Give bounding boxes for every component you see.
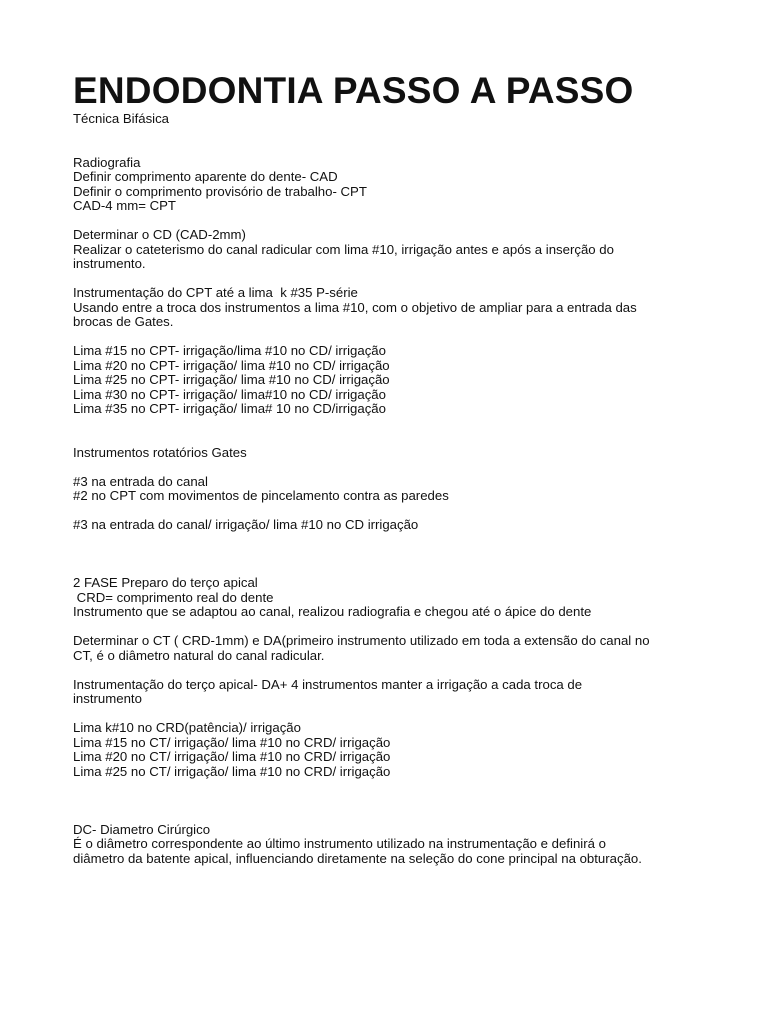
text-line: Lima #25 no CT/ irrigação/ lima #10 no CRD/ irrigação [73,763,391,779]
text-line: Definir comprimento aparente do dente- CAD [73,169,338,184]
text-line: brocas de Gates. [73,314,174,329]
document-page [73,70,713,866]
blank-line [73,504,713,519]
text-line: Determinar o CT ( CRD-1mm) e DA(primeiro instrumento utilizado em toda a extensão do canal no [73,633,650,648]
text-line: Instrumentação do terço apical- DA+ 4 instrumentos manter a irrigação a cada troca de [73,676,583,692]
text-line: Definir o comprimento provisório de trabalho- CPT [73,183,367,199]
document-title: ENDODONTIA PASSO A PASSO [73,70,634,111]
text-line: diâmetro da batente apical, influenciando diretamente na seleção do cone principal na obturação. [73,850,642,866]
text-line: Lima #20 no CPT- irrigação/ lima #10 no CD/ irrigação [73,357,390,373]
blank-line [73,547,713,562]
text-line: Realizar o cateterismo do canal radicular com lima #10, irrigação antes e após a inserção do [73,241,614,257]
text-line: Lima #15 no CT/ irrigação/ lima #10 no CRD/ irrigação [73,734,391,750]
blank-line [73,330,713,345]
text-line: CAD-4 mm= CPT [73,198,176,213]
blank-line [73,141,713,156]
document-body [73,127,713,867]
text-line: Instrumentação do CPT até a lima k #35 P-série [73,285,358,300]
text-line: Determinar o CD (CAD-2mm) [73,227,246,242]
text-line: instrumento [73,691,142,706]
blank-line [73,620,713,635]
text-line: 2 FASE Preparo do terço apical [73,575,258,590]
text-line: CT, é o diâmetro natural do canal radicular. [73,647,325,663]
text-line: #3 na entrada do canal/ irrigação/ lima #10 no CD irrigação [73,517,419,532]
text-line: Usando entre a troca dos instrumentos a lima #10, com o objetivo de ampliar para a entrada das [73,299,637,315]
blank-line [73,417,713,432]
blank-line [73,808,713,823]
text-line: É o diâmetro correspondente ao último instrumento utilizado na instrumentação e definirá o [73,836,606,851]
text-line: CRD= comprimento real do dente [73,589,274,605]
text-line: Lima #30 no CPT- irrigação/ lima#10 no CD/ irrigação [73,386,386,402]
document-subtitle: Técnica Bifásica [73,111,170,126]
blank-line [73,431,713,446]
blank-line [73,707,713,722]
text-line: Lima #15 no CPT- irrigação/lima #10 no CD/ irrigação [73,343,386,358]
blank-line [73,214,713,229]
blank-line [73,127,713,142]
blank-line [73,562,713,577]
text-line: Radiografia [73,154,141,170]
text-line: Lima #35 no CPT- irrigação/ lima# 10 no CD/irrigação [73,401,386,416]
blank-line [73,663,713,678]
text-line: Lima #20 no CT/ irrigação/ lima #10 no CRD/ irrigação [73,749,391,764]
text-line: #2 no CPT com movimentos de pincelamento contra as paredes [73,488,449,503]
text-line: DC- Diametro Cirúrgico [73,821,211,837]
text-line: #3 na entrada do canal [73,473,208,489]
blank-line [73,779,713,794]
text-line: Instrumentos rotatórios Gates [73,444,247,460]
text-line: Lima #25 no CPT- irrigação/ lima #10 no CD/ irrigação [73,372,390,387]
blank-line [73,272,713,287]
blank-line [73,794,713,809]
text-line: Lima k#10 no CRD(patência)/ irrigação [73,720,301,735]
text-line: instrumento. [73,256,146,271]
text-line: Instrumento que se adaptou ao canal, realizou radiografia e chegou até o ápice do dente [73,604,592,619]
blank-line [73,533,713,548]
blank-line [73,460,713,475]
